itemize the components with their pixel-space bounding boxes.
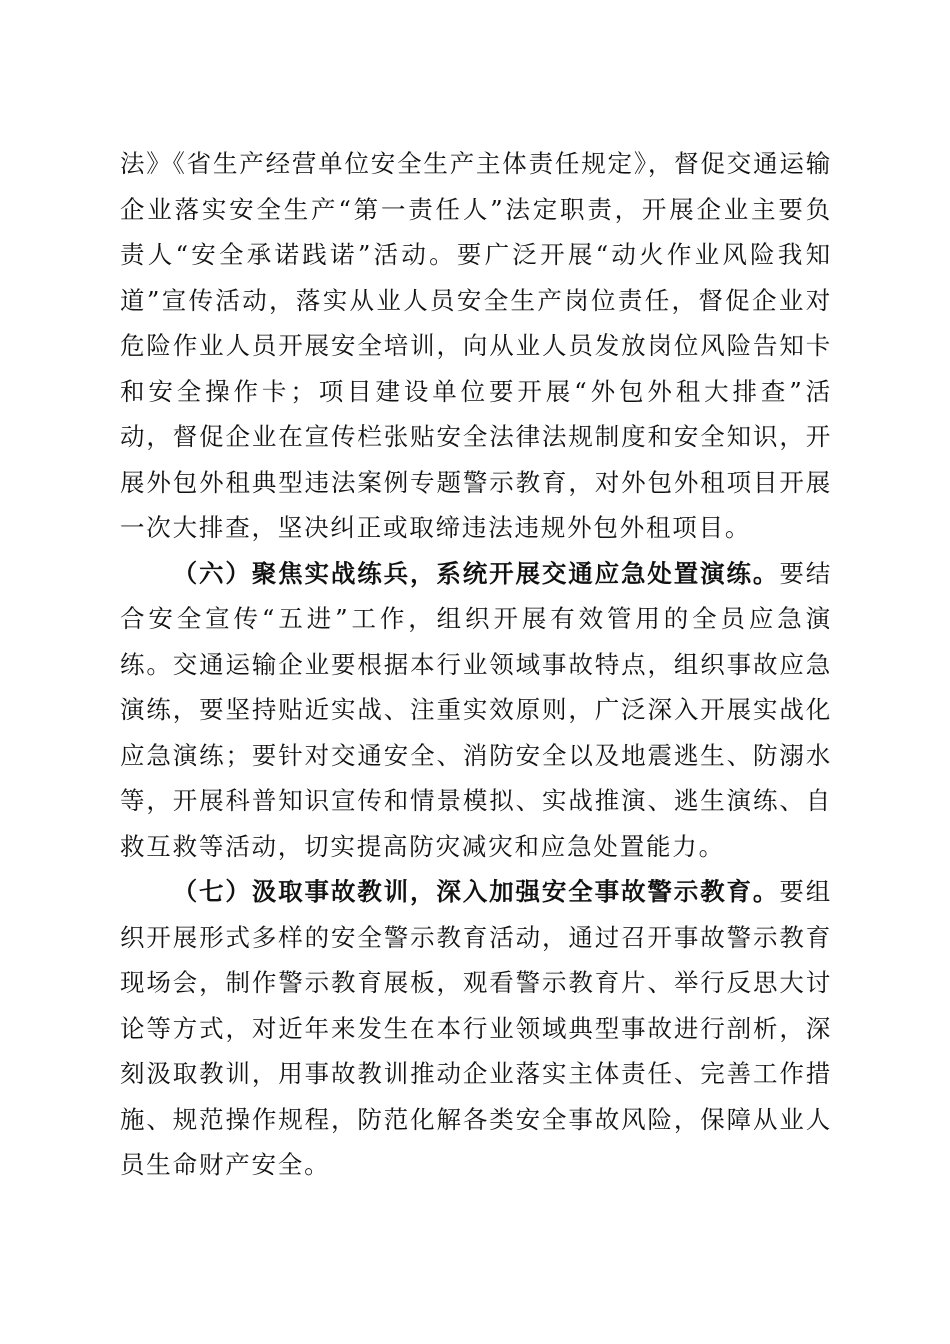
paragraph-text: 要结合安全宣传“五进”工作，组织开展有效管用的全员应急演练。交通运输企业要根据本行业领域事故特点，组织事故应急演练，要坚持贴近实战、注重实效原则，广泛深入开展实战化应急演练；要针对交通安全、消防安全以及地震逃生、防溺水等，开展科普知识宣传和情景模拟、实战推演、逃生演练、自救互救等活动，切实提高防灾减灾和应急处置能力。	[120, 558, 832, 861]
paragraph-section-six	[120, 551, 832, 870]
paragraph-section-seven	[120, 869, 832, 1188]
paragraph-text: 要组织开展形式多样的安全警示教育活动，通过召开事故警示教育现场会，制作警示教育展板，观看警示教育片、举行反思大讨论等方式，对近年来发生在本行业领域典型事故进行剖析，深刻汲取教训，用事故教训推动企业落实主体责任、完善工作措施、规范操作规程，防范化解各类安全事故风险，保障从业人员生命财产安全。	[120, 877, 832, 1179]
document-body	[120, 141, 832, 1188]
section-heading-seven: （七）汲取事故教训，深入加强安全事故警示教育。	[172, 877, 780, 906]
section-heading-six: （六）聚焦实战练兵，系统开展交通应急处置演练。	[172, 558, 780, 588]
paragraph-continuation	[120, 141, 832, 551]
paragraph-text: 法》《省生产经营单位安全生产主体责任规定》，督促交通运输企业落实安全生产“第一责任人”法定职责，开展企业主要负责人“安全承诺践诺”活动。要广泛开展“动火作业风险我知道”宣传活动，落实从业人员安全生产岗位责任，督促企业对危险作业人员开展安全培训，向从业人员发放岗位风险告知卡和安全操作卡；项目建设单位要开展“外包外租大排查”活动，督促企业在宣传栏张贴安全法律法规制度和安全知识，开展外包外租典型违法案例专题警示教育，对外包外租项目开展一次大排查，坚决纠正或取缔违法违规外包外租项目。	[120, 149, 832, 542]
